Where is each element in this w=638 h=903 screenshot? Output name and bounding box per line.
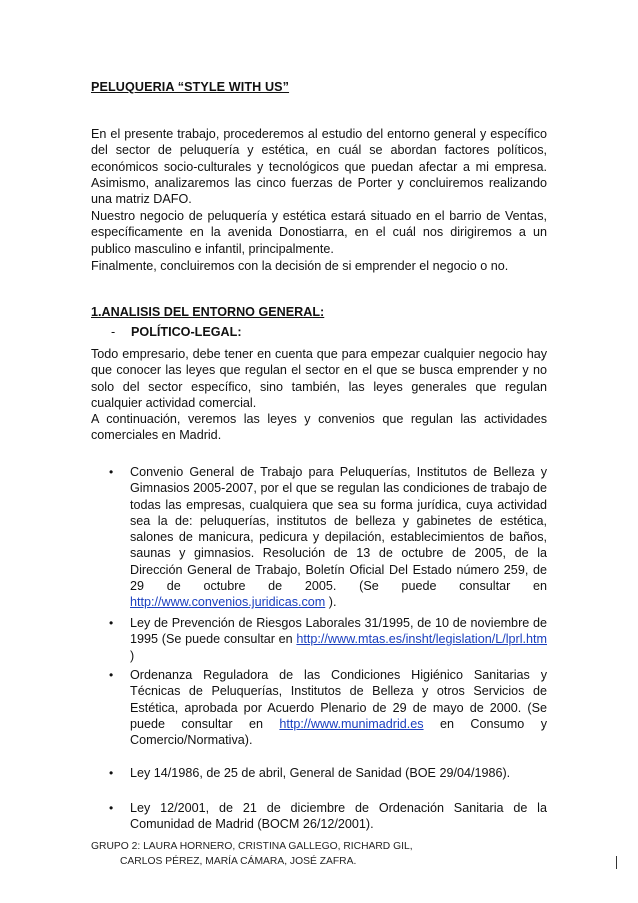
list-item-text: Ley 14/1986, de 25 de abril, General de Sanidad (BOE 29/04/1986). — [130, 766, 511, 780]
bullet-icon: • — [109, 801, 114, 815]
law-list-item-5 — [91, 800, 547, 833]
convenios-link[interactable]: http://www.convenios.juridicas.com — [130, 595, 326, 610]
footer-line-1: GRUPO 2: LAURA HORNERO, CRISTINA GALLEGO, RICHARD GIL, — [91, 841, 413, 852]
intro-paragraph-3: Finalmente, concluiremos con la decisión de si emprender el negocio o no. — [91, 259, 509, 273]
section-heading: 1.ANALISIS DEL ENTORNO GENERAL: — [91, 305, 325, 319]
bullet-icon: • — [109, 616, 114, 630]
law-list-item-1 — [91, 464, 547, 611]
law-list-item-4 — [91, 765, 547, 781]
law-list-item-3 — [91, 667, 547, 748]
section-paragraph-1: Todo empresario, debe tener en cuenta que para empezar cualquier negocio hay que conocer las leyes que regulan el sector en el que se busca emprender y no solo del sector específico, sino también, las leyes generales que regulan cualquier actividad comercial. — [91, 347, 547, 410]
bullet-icon: • — [109, 465, 114, 479]
page-footer — [91, 839, 413, 869]
intro-paragraph-1: En el presente trabajo, procederemos al estudio del entorno general y específico del sector de peluquería y estética, en cuál se abordan factores políticos, económicos socio-culturales y tecnológicos que puedan afectar a mi empresa. Asimismo, analizaremos las cinco fuerzas de Porter y concluiremos realizando una matriz DAFO. — [91, 127, 547, 207]
list-dash: - — [111, 325, 116, 339]
footer-line-2: CARLOS PÉREZ, MARÍA CÁMARA, JOSÉ ZAFRA. — [120, 856, 357, 867]
law-list-item-2 — [91, 615, 547, 664]
list-item-after: ). — [325, 595, 337, 610]
mtas-link[interactable]: http://www.mtas.es/insht/legislation/L/lprl.htm — [296, 632, 547, 647]
page-number-divider — [616, 856, 617, 869]
list-item-text: Ley 12/2001, de 21 de diciembre de Ordenación Sanitaria de la Comunidad de Madrid (BOCM 26/12/2001). — [130, 801, 547, 832]
list-item-text: Ordenanza Reguladora de las Condiciones Higiénico Sanitarias y Técnicas de Peluquerías, Institutos de Belleza y otros Servicios de Estética, aprobada por Acuerdo Plenario de 29 de mayo de 2000. (Se puede consultar en — [130, 668, 547, 731]
intro-paragraph-2: Nuestro negocio de peluquería y estética estará situado en el barrio de Ventas, específicamente en la avenida Donostiarra, en el cuál nos dirigiremos a un publico masculino e infantil, principalmente. — [91, 209, 547, 256]
list-item-after: ) — [130, 648, 135, 663]
list-item-text: Convenio General de Trabajo para Peluquerías, Institutos de Belleza y Gimnasios 2005-2007, por el que se regulan las condiciones de trabajo de todas las empresas, cualquiera que sea su forma jurídica, cuya actividad sea la de: peluquerías, institutos de belleza y gabinetes de estética, salones de manicura, pedicura y depilación, establecimientos de baños, saunas y gimnasios. Resolución de 13 de octubre de 2005, de la Dirección General de Trabajo, Boletín Oficial Del Estado número 259, de 29 de octubre de 2005. (Se puede consultar en — [130, 465, 547, 594]
subsection-heading — [111, 325, 242, 339]
list-item-after: en Consumo y Comercio/Normativa). — [130, 716, 547, 748]
section-paragraph-2: A continuación, veremos las leyes y convenios que regulan las actividades comerciales en Madrid. — [91, 412, 547, 443]
bullet-icon: • — [109, 668, 114, 682]
list-item-text: Ley de Prevención de Riesgos Laborales 31/1995, de 10 de noviembre de 1995 (Se puede consultar en — [130, 616, 547, 647]
munimadrid-link[interactable]: http://www.munimadrid.es — [279, 716, 424, 731]
document-title: PELUQUERIA “STYLE WITH US” — [91, 80, 290, 94]
bullet-icon: • — [109, 766, 114, 780]
subsection-heading-text: POLÍTICO-LEGAL: — [131, 325, 242, 339]
